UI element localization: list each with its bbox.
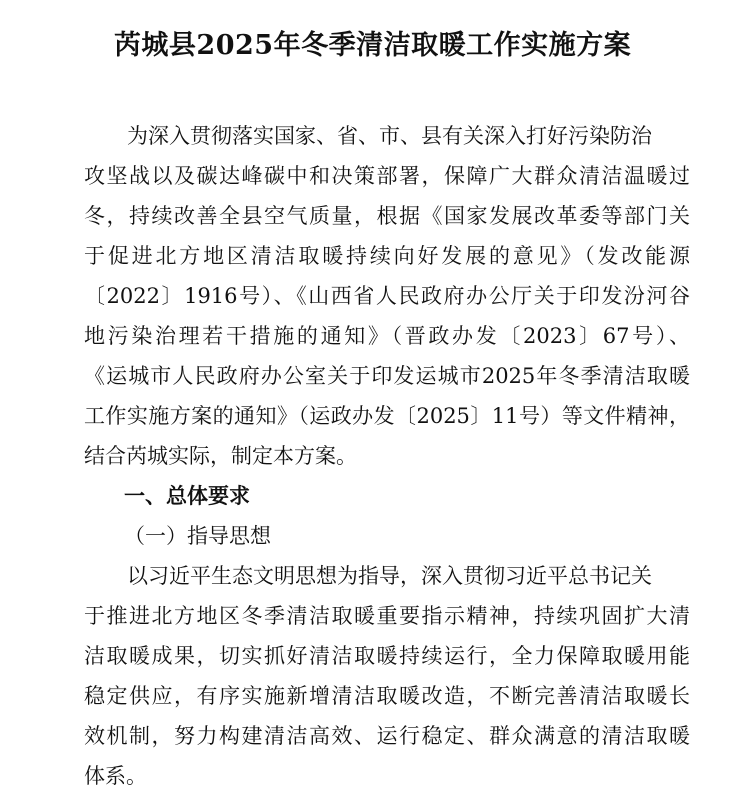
paragraph-line: 以习近平生态文明思想为指导，深入贯彻习近平总书记关 [127, 564, 652, 588]
paragraph-line: 洁取暖成果，切实抓好清洁取暖持续运行，全力保障取暖用能 [84, 644, 690, 668]
paragraph-line: 稳定供应，有序实施新增清洁取暖改造，不断完善清洁取暖长 [84, 684, 690, 708]
paragraph-line: 地污染治理若干措施的通知》（晋政办发〔2023〕67号）、 [84, 324, 690, 348]
paragraph-line: 于促进北方地区清洁取暖持续向好发展的意见》（发改能源 [84, 244, 690, 268]
paragraph-line: 体系。 [84, 764, 147, 788]
document-title: 芮城县2025年冬季清洁取暖工作实施方案 [113, 30, 632, 61]
paragraph-line: 《运城市人民政府办公室关于印发运城市2025年冬季清洁取暖 [84, 364, 690, 388]
paragraph-line: 于推进北方地区冬季清洁取暖重要指示精神，持续巩固扩大清 [84, 604, 690, 628]
paragraph-line: 冬，持续改善全县空气质量，根据《国家发展改革委等部门关 [84, 204, 690, 228]
section-heading: 一、总体要求 [124, 484, 250, 508]
paragraph-line: 效机制，努力构建清洁高效、运行稳定、群众满意的清洁取暖 [84, 724, 690, 748]
paragraph-line: 结合芮城实际，制定本方案。 [84, 444, 357, 468]
paragraph-line: 〔2022〕1916号）、《山西省人民政府办公厅关于印发汾河谷 [84, 284, 690, 308]
paragraph-line: 攻坚战以及碳达峰碳中和决策部署，保障广大群众清洁温暖过 [84, 164, 690, 188]
subsection-heading: （一）指导思想 [124, 524, 271, 548]
paragraph-line: 为深入贯彻落实国家、省、市、县有关深入打好污染防治 [127, 124, 652, 148]
paragraph-line: 工作实施方案的通知》（运政办发〔2025〕11号）等文件精神， [84, 404, 690, 428]
